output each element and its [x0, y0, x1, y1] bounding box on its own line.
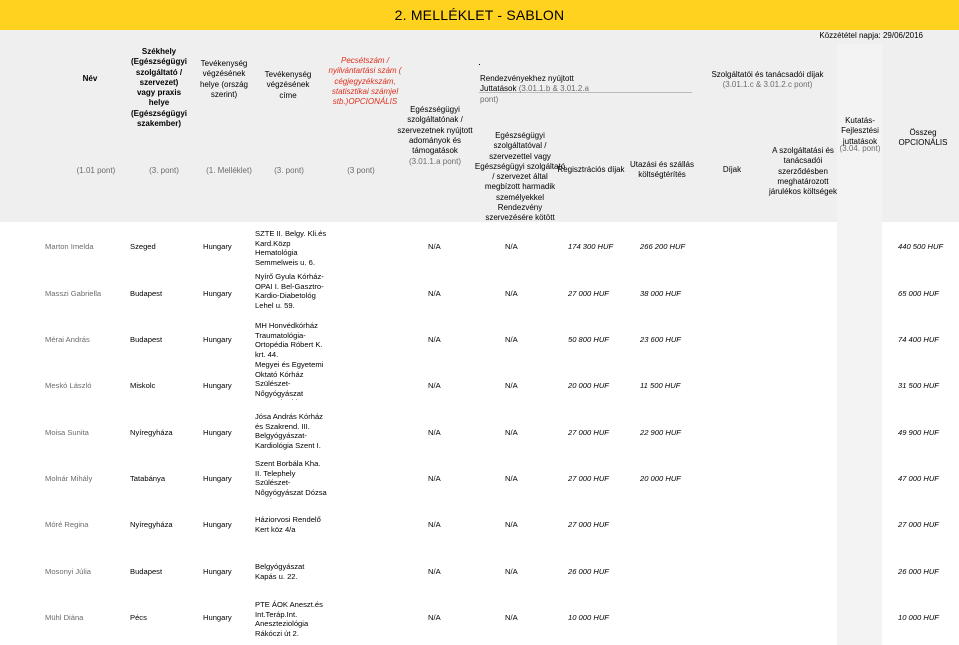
row-name: Mosonyi Júlia [45, 567, 92, 576]
header-divider [479, 64, 480, 65]
row-country: Hungary [203, 335, 232, 344]
row-na-szerzodes: N/A [505, 428, 518, 437]
row-na-szerzodes: N/A [505, 381, 518, 390]
col-szekhely: Székhely (Egészségügyi szolgáltató / szervezet) vagy praxis helye (Egészségügyi szakember) [130, 47, 187, 129]
col-adomanyok: Egészségügyi szolgáltatónak / szervezetnek nyújtott adományok és támogatások [397, 105, 473, 156]
row-na-szerzodes: N/A [505, 335, 518, 344]
col-adomanyok-ref: (3.01.1.a pont) [408, 157, 462, 166]
row-name: Masszi Gabriella [45, 289, 102, 298]
row-total: 49 900 HUF [898, 428, 939, 437]
col-regisztracios: Regisztrációs díjak [557, 165, 625, 174]
col-utazasi: Utazási és szállás költségtérítés [629, 160, 695, 180]
row-jarulekos: 11 500 HUF [640, 381, 681, 390]
row-dijak: 26 000 HUF [568, 567, 609, 576]
row-country: Hungary [203, 381, 232, 390]
row-na-adomany: N/A [428, 289, 441, 298]
row-na-adomany: N/A [428, 242, 441, 251]
row-na-szerzodes: N/A [505, 520, 518, 529]
row-total: 74 400 HUF [898, 335, 939, 344]
col-kutatas-ref: (3.04. pont) [839, 144, 881, 153]
row-city: Budapest [130, 335, 163, 344]
row-city: Budapest [130, 567, 163, 576]
row-name: Meskó László [45, 381, 92, 390]
row-jarulekos: 22 900 HUF [640, 428, 681, 437]
row-city: Pécs [130, 613, 147, 622]
row-address: Szent Borbála Kha. II. Telephely Szülészet-Nőgyógyászat Dózsa [255, 459, 327, 497]
ref-vegzes-cime: (3. pont) [274, 166, 304, 175]
col-nev: Név [82, 74, 98, 83]
row-address: SZTE II. Belgy. Kli.és Kard.Közp Hematológia Semmelweis u. 6. [255, 229, 327, 267]
ref-pecsetszam: (3 pont) [347, 166, 375, 175]
page-title: 2. MELLÉKLET - SABLON [394, 7, 565, 23]
row-na-szerzodes: N/A [505, 567, 518, 576]
row-address: Megyei és Egyetemi Oktató Kórház Szülészet-Nőgyógyászat [255, 360, 324, 398]
row-na-adomany: N/A [428, 381, 441, 390]
publication-date-row [0, 30, 959, 44]
col-jarulekos: A szolgáltatási és tanácsadói szerződésben meghatározott járulékos költségek [768, 146, 838, 197]
row-total: 31 500 HUF [898, 381, 939, 390]
row-city: Tatabánya [130, 474, 166, 483]
publication-date: Közzététel napja: 29/06/2016 [819, 31, 923, 40]
row-city: Nyíregyháza [130, 520, 173, 529]
row-address: Jósa András Kórház és Szakrend. III. Belgyógyászat-Kardiológia Szent I. [255, 412, 323, 450]
row-name: Mérai András [45, 335, 90, 344]
ref-nev: (1.01 pont) [76, 166, 116, 175]
row-address: PTE ÁOK Aneszt.és Int.Teráp.Int. Aneszteziológia Rákóczi út 2. [255, 600, 323, 638]
row-jarulekos: 38 000 HUF [640, 289, 681, 298]
col-osszeg: Összeg OPCIONÁLIS [898, 128, 948, 148]
col-kutatas: Kutatás-Fejlesztési juttatások [841, 116, 879, 146]
row-na-adomany: N/A [428, 428, 441, 437]
row-total: 27 000 HUF [898, 520, 939, 529]
row-country: Hungary [203, 520, 232, 529]
col-szerzodes: Egészségügyi szolgáltatóval / szervezettel vagy Egészségügyi szolgáltató / szervezet által megbízott harmadik személyekkel Rendezvény szervezésére kötött [474, 131, 566, 223]
row-total: 65 000 HUF [898, 289, 939, 298]
row-total: 26 000 HUF [898, 567, 939, 576]
row-dijak: 27 000 HUF [568, 428, 609, 437]
row-jarulekos: 23 600 HUF [640, 335, 681, 344]
row-jarulekos: 20 000 HUF [640, 474, 681, 483]
row-country: Hungary [203, 289, 232, 298]
row-name: Molnár Mihály [45, 474, 93, 483]
row-city: Budapest [130, 289, 163, 298]
row-dijak: 27 000 HUF [568, 289, 609, 298]
row-city: Szeged [130, 242, 156, 251]
row-dijak: 27 000 HUF [568, 474, 609, 483]
row-country: Hungary [203, 613, 232, 622]
row-country: Hungary [203, 428, 232, 437]
row-na-szerzodes: N/A [505, 242, 518, 251]
row-jarulekos: 266 200 HUF [640, 242, 686, 251]
row-dijak: 27 000 HUF [568, 520, 609, 529]
row-name: Móré Regina [45, 520, 89, 529]
row-country: Hungary [203, 474, 232, 483]
row-total: 10 000 HUF [898, 613, 939, 622]
kutatas-column-body [837, 222, 882, 645]
row-address: MH Honvédkórház Traumatológia-Ortopédia Róbert K. krt. 44. [255, 321, 323, 359]
row-country: Hungary [203, 567, 232, 576]
group-rendezveny-ref: (3.01.1.b & 3.01.2.a pont) [480, 84, 589, 104]
col-pecsetszam: Pecsétszám / nyilvántartási szám ( cégjegyzékszám, statisztikai számjel stb.)OPCIONÁLIS [328, 56, 402, 107]
group-szolgaltatoi-ref: (3.01.1.c & 3.01.2.c pont) [722, 80, 813, 90]
row-total: 440 500 HUF [898, 242, 944, 251]
ref-vegzes-helye: (1. Melléklet) [206, 166, 252, 175]
row-city: Miskolc [130, 381, 156, 390]
row-na-adomany: N/A [428, 520, 441, 529]
row-dijak: 50 800 HUF [568, 335, 609, 344]
row-na-adomany: N/A [428, 474, 441, 483]
row-city: Nyíregyháza [130, 428, 173, 437]
row-name: Moisa Sunita [45, 428, 89, 437]
row-address: Nyírő Gyula Kórház-OPAI I. Bel-Gasztro-Kardio-Diabetológ Lehel u. 59. [255, 272, 324, 310]
ref-szekhely: (3. pont) [149, 166, 179, 175]
row-na-adomany: N/A [428, 335, 441, 344]
row-name: Marton Imelda [45, 242, 94, 251]
row-name: Mühl Diána [45, 613, 84, 622]
row-na-adomany: N/A [428, 567, 441, 576]
row-address: Háziorvosi Rendelő Kert köz 4/a [255, 515, 321, 534]
row-na-szerzodes: N/A [505, 613, 518, 622]
row-dijak: 10 000 HUF [568, 613, 609, 622]
col-vegzes-cime: Tevékenység végzésének címe [264, 70, 312, 100]
row-total: 47 000 HUF [898, 474, 939, 483]
group-rendezveny-label: Rendezvényekhez nyújtott Juttatások [480, 74, 574, 94]
group-szolgaltatoi [695, 70, 840, 91]
row-address: Belgyógyászat Kapás u. 22. [255, 562, 305, 581]
row-dijak: 20 000 HUF [568, 381, 609, 390]
col-dijak: Díjak [722, 165, 742, 174]
group-szolgaltatoi-label: Szolgáltatói és tanácsadói díjak [711, 70, 824, 79]
row-na-szerzodes: N/A [505, 289, 518, 298]
group-rendezveny [480, 74, 602, 105]
row-na-szerzodes: N/A [505, 474, 518, 483]
row-dijak: 174 300 HUF [568, 242, 614, 251]
row-country: Hungary [203, 242, 232, 251]
title-bar [0, 0, 959, 30]
row-na-adomany: N/A [428, 613, 441, 622]
col-vegzes-helye: Tevékenység végzésének helye (ország szerint) [199, 59, 249, 99]
